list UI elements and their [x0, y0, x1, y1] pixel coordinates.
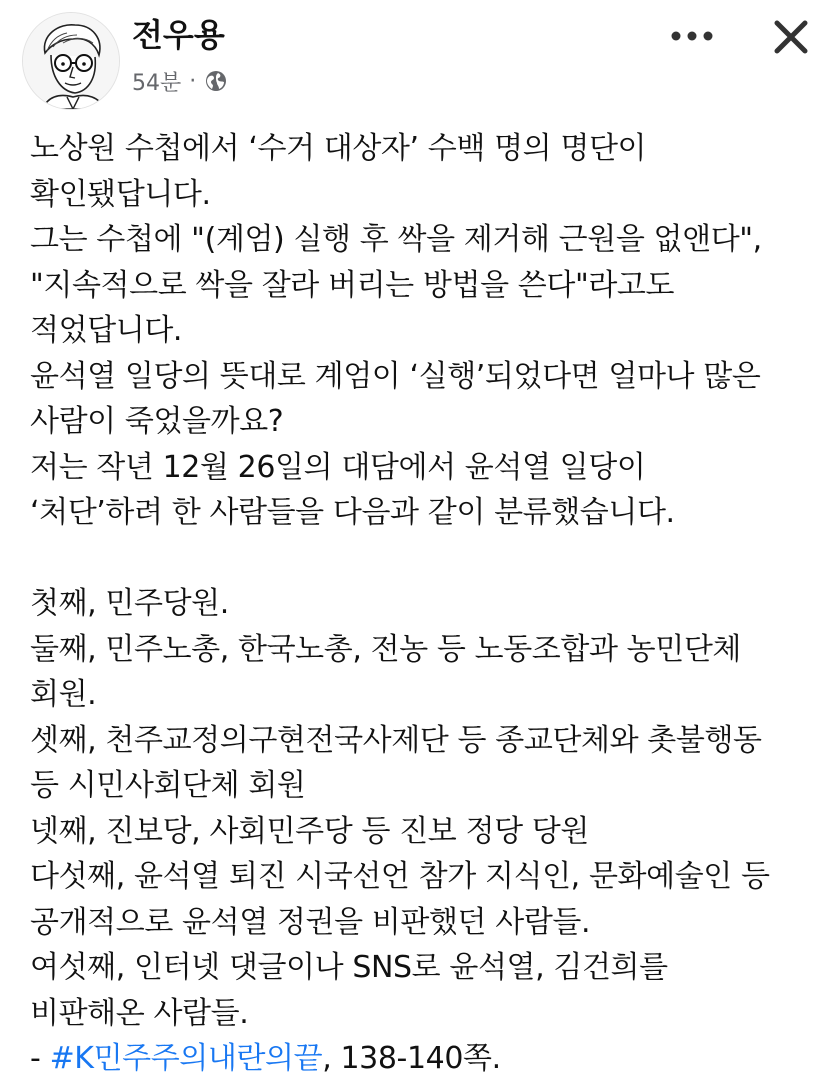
post-line: ‘처단’하려 한 사람들을 다음과 같이 분류했습니다.	[30, 495, 675, 530]
post-line-source	[30, 1036, 820, 1082]
avatar[interactable]	[22, 12, 120, 110]
post-line: 확인됐답니다.	[30, 176, 211, 212]
post-body	[30, 126, 820, 1082]
post-line: 사람이 죽었을까요?	[30, 404, 284, 439]
post-header	[0, 0, 835, 120]
meta-separator: ·	[189, 68, 197, 94]
post-line: 회원.	[30, 677, 97, 712]
post-line: 다섯째, 윤석열 퇴진 시국선언 참가 지식인, 문화예술인 등	[30, 859, 770, 894]
post-meta	[132, 64, 228, 98]
post-line: 저는 작년 12월 26일의 대담에서 윤석열 일당이	[30, 449, 646, 485]
post-line: 여섯째, 인터넷 댓글이나 SNS로 윤석열, 김건희를	[30, 950, 668, 985]
post-line: 적었답니다.	[30, 313, 183, 348]
author-name[interactable]: 전우용	[132, 16, 225, 54]
post-line: 윤석열 일당의 뜻대로 계엄이 ‘실행’되었다면 얼마나 많은	[30, 358, 761, 394]
globe-icon[interactable]	[204, 69, 228, 93]
hashtag-link[interactable]: #K민주주의내란의끝	[49, 1041, 323, 1076]
post-line: 그는 수첩에 "(계엄) 실행 후 싹을 제거해 근원을 없앤다",	[30, 222, 762, 257]
post-line: 노상원 수첩에서 ‘수거 대상자’ 수백 명의 명단이	[30, 131, 647, 166]
source-prefix: -	[30, 1041, 50, 1076]
more-options-icon	[662, 16, 722, 56]
post-line: 공개적으로 윤석열 정권을 비판했던 사람들.	[30, 904, 591, 940]
post-line: 등 시민사회단체 회원	[30, 768, 306, 803]
more-options-button[interactable]	[662, 16, 722, 56]
post-timestamp[interactable]: 54분	[132, 70, 182, 96]
post-line: 비판해온 사람들.	[30, 995, 249, 1031]
post-line: 둘째, 민주노총, 한국노총, 전농 등 노동조합과 농민단체	[30, 631, 741, 667]
post-line-blank	[30, 536, 820, 582]
avatar-caricature-icon	[23, 13, 119, 109]
post-line: 셋째, 천주교정의구현전국사제단 등 종교단체와 촛불행동	[30, 722, 762, 758]
post-line: 첫째, 민주당원.	[30, 586, 229, 621]
close-button[interactable]	[766, 12, 816, 62]
post-line: "지속적으로 싹을 잘라 버리는 방법을 쓴다"라고도	[30, 267, 675, 303]
source-pages: , 138-140쪽.	[322, 1041, 501, 1076]
post-line: 넷째, 진보당, 사회민주당 등 진보 정당 당원	[30, 813, 589, 849]
close-icon	[766, 12, 816, 62]
